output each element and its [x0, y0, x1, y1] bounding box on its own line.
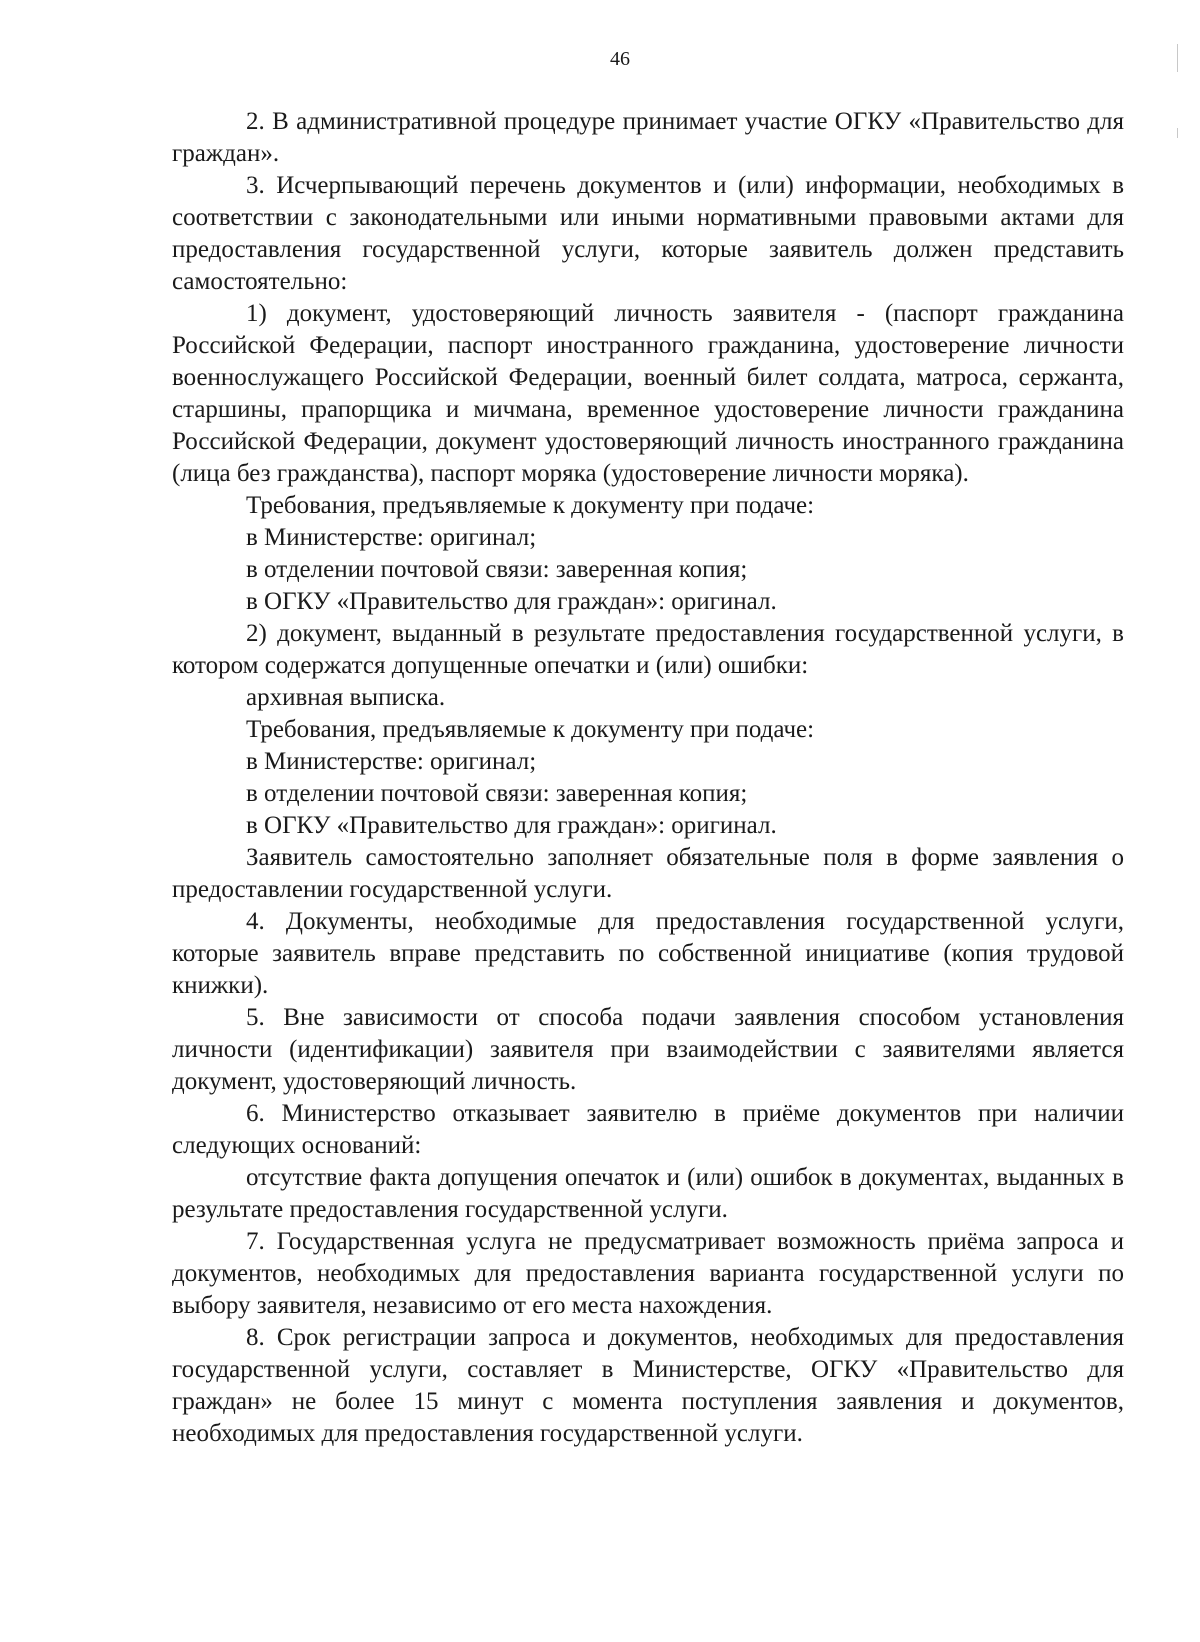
- paragraph-archive-extract: архивная выписка.: [246, 684, 446, 711]
- paragraph-requirement-post: в отделении почтовой связи: заверенная копия;: [246, 780, 748, 807]
- paragraph-item-4-optional-documents: 4. Документы, необходимые для предоставления государственной услуги, которые заявитель вправе представить по собственной инициативе (копия трудовой книжки).: [172, 908, 1124, 999]
- paragraph-issued-document: 2) документ, выданный в результате предоставления государственной услуги, в котором содержатся допущенные опечатки и (или) ошибки:: [172, 620, 1124, 679]
- page-number: 46: [610, 48, 630, 70]
- paragraph-requirement-ogku: в ОГКУ «Правительство для граждан»: оригинал.: [246, 812, 777, 839]
- paragraph-item-5-identification: 5. Вне зависимости от способа подачи заявления способом установления личности (идентификации) заявителя при взаимодействии с заявителями является документ, удостоверяющий личность.: [172, 1004, 1124, 1095]
- paragraph-identity-document: 1) документ, удостоверяющий личность заявителя - (паспорт гражданина Российской Федерации, паспорт иностранного гражданина, удостоверение личности военнослужащего Российской Федерации, военный билет солдата, матроса, сержанта, старшины, прапорщика и мичмана, временное удостоверение личности гражданина Российской Федерации, документ удостоверяющий личность иностранного гражданина (лица без гражданства), паспорт моряка (удостоверение личности моряка).: [172, 300, 1124, 487]
- paragraph-requirement-ogku: в ОГКУ «Правительство для граждан»: оригинал.: [246, 588, 777, 615]
- paragraph-applicant-form: Заявитель самостоятельно заполняет обязательные поля в форме заявления о предоставлении государственной услуги.: [172, 844, 1124, 903]
- document-body: [172, 106, 1124, 1450]
- paragraph-item-8-registration-term: 8. Срок регистрации запроса и документов, необходимых для предоставления государственной услуги, составляет в Министерстве, ОГКУ «Правительство для граждан» не более 15 минут с момента поступления заявления и документов, необходимых для предоставления государственной услуги.: [172, 1324, 1124, 1447]
- paragraph-item-2-participation: 2. В административной процедуре принимает участие ОГКУ «Правительство для граждан».: [172, 108, 1124, 167]
- paragraph-requirement-ministry: в Министерстве: оригинал;: [246, 748, 537, 775]
- paragraph-requirement-ministry: в Министерстве: оригинал;: [246, 524, 537, 551]
- paragraph-requirements-heading: Требования, предъявляемые к документу при подаче:: [246, 716, 815, 743]
- paragraph-requirements-heading: Требования, предъявляемые к документу при подаче:: [246, 492, 815, 519]
- paragraph-refusal-ground: отсутствие факта допущения опечаток и (или) ошибок в документах, выданных в результате предоставления государственной услуги.: [172, 1164, 1124, 1223]
- scan-edge-mark: [1177, 128, 1178, 138]
- paragraph-item-3-document-list: 3. Исчерпывающий перечень документов и (или) информации, необходимых в соответствии с законодательными или иными нормативными правовыми актами для предоставления государственной услуги, которые заявитель должен представить самостоятельно:: [172, 172, 1124, 295]
- paragraph-requirement-post: в отделении почтовой связи: заверенная копия;: [246, 556, 748, 583]
- scan-edge-mark: [1177, 44, 1178, 72]
- paragraph-item-7-extraterritorial: 7. Государственная услуга не предусматривает возможность приёма запроса и документов, необходимых для предоставления варианта государственной услуги по выбору заявителя, независимо от его места нахождения.: [172, 1228, 1124, 1319]
- paragraph-item-6-refusal: 6. Министерство отказывает заявителю в приёме документов при наличии следующих оснований:: [172, 1100, 1124, 1159]
